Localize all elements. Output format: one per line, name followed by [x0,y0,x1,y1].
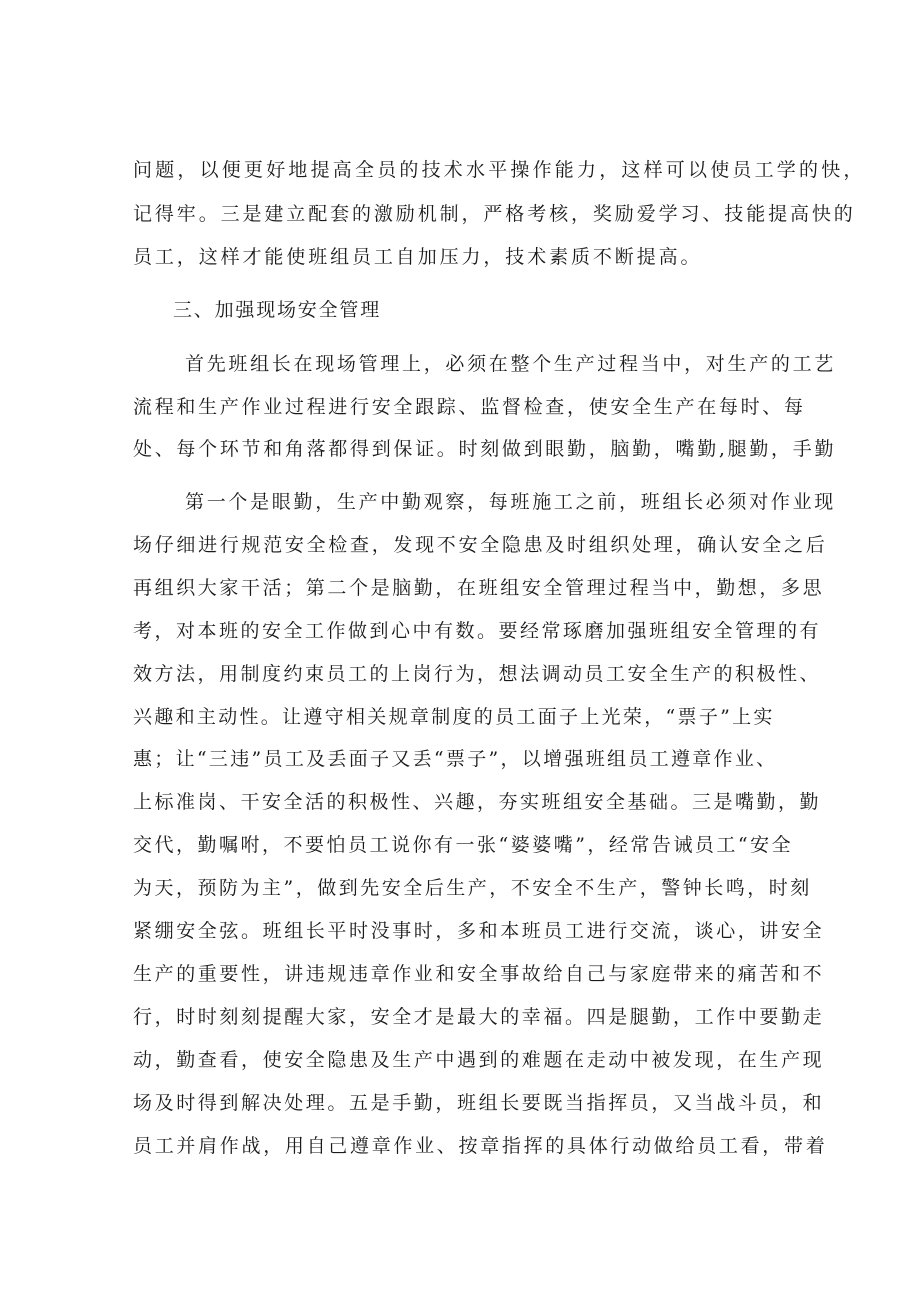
text-line: 场仔细进行规范安全检查，发现不安全隐患及时组织处理，确认安全之后 [133,534,828,556]
text-line: 考，对本班的安全工作做到心中有数。要经常琢磨加强班组安全管理的有 [133,620,822,642]
section-heading: 三、加强现场安全管理 [173,299,382,321]
text-line: 效方法，用制度约束员工的上岗行为，想法调动员工安全生产的积极性、 [133,663,822,685]
text-line: 记得牢。三是建立配套的激励机制，严格考核，奖励爱学习、技能提高快的 [133,203,856,225]
text-line: 行，时时刻刻提醒大家，安全才是最大的幸福。四是腿勤，工作中要勤走 [133,1006,825,1028]
text-line: 处、每个环节和角落都得到保证。时刻做到眼勤，脑勤，嘴勤,腿勤，手勤 [133,438,837,460]
text-line: 交代，勤嘱咐，不要怕员工说你有一张“婆婆嘴”，经常告诫员工“安全 [133,834,794,856]
text-line: 员工，这样才能使班组员工自加压力，技术素质不断提高。 [133,246,703,268]
text-line: 动，勤查看，使安全隐患及生产中遇到的难题在走动中被发现，在生产现 [133,1049,825,1071]
text-line: 场及时得到解决处理。五是手勤，班组长要既当指挥员，又当战斗员，和 [133,1092,825,1114]
text-line: 流程和生产作业过程进行安全跟踪、监督检查，使安全生产在每时、每 [133,396,806,418]
text-line: 员工并肩作战，用自己遵章作业、按章指挥的具体行动做给员工看，带着 [133,1135,828,1157]
text-line: 为天，预防为主”，做到先安全后生产，不安全不生产，警钟长鸣，时刻 [133,877,812,899]
text-line: 惠；让“三违”员工及丢面子又丢“票子”，以增强班组员工遵章作业、 [133,748,778,770]
text-line: 首先班组长在现场管理上，必须在整个生产过程当中，对生产的工艺 [185,353,837,375]
text-line: 生产的重要性，讲违规违章作业和安全事故给自己与家庭带来的痛苦和不 [133,963,825,985]
text-line: 紧绷安全弦。班组长平时没事时，多和本班员工进行交流，谈心，讲安全 [133,920,825,942]
text-line: 第一个是眼勤，生产中勤观察，每班施工之前，班组长必须对作业现 [185,491,837,513]
text-line: 问题，以便更好地提高全员的技术水平操作能力，这样可以使员工学的快， [133,159,866,181]
text-line: 兴趣和主动性。让遵守相关规章制度的员工面子上光荣，“票子”上实 [133,706,775,728]
text-line: 再组织大家干活；第二个是脑勤，在班组安全管理过程当中，勤想，多思 [133,577,825,599]
text-line: 上标准岗、干安全活的积极性、兴趣，夯实班组安全基础。三是嘴勤，勤 [133,791,822,813]
